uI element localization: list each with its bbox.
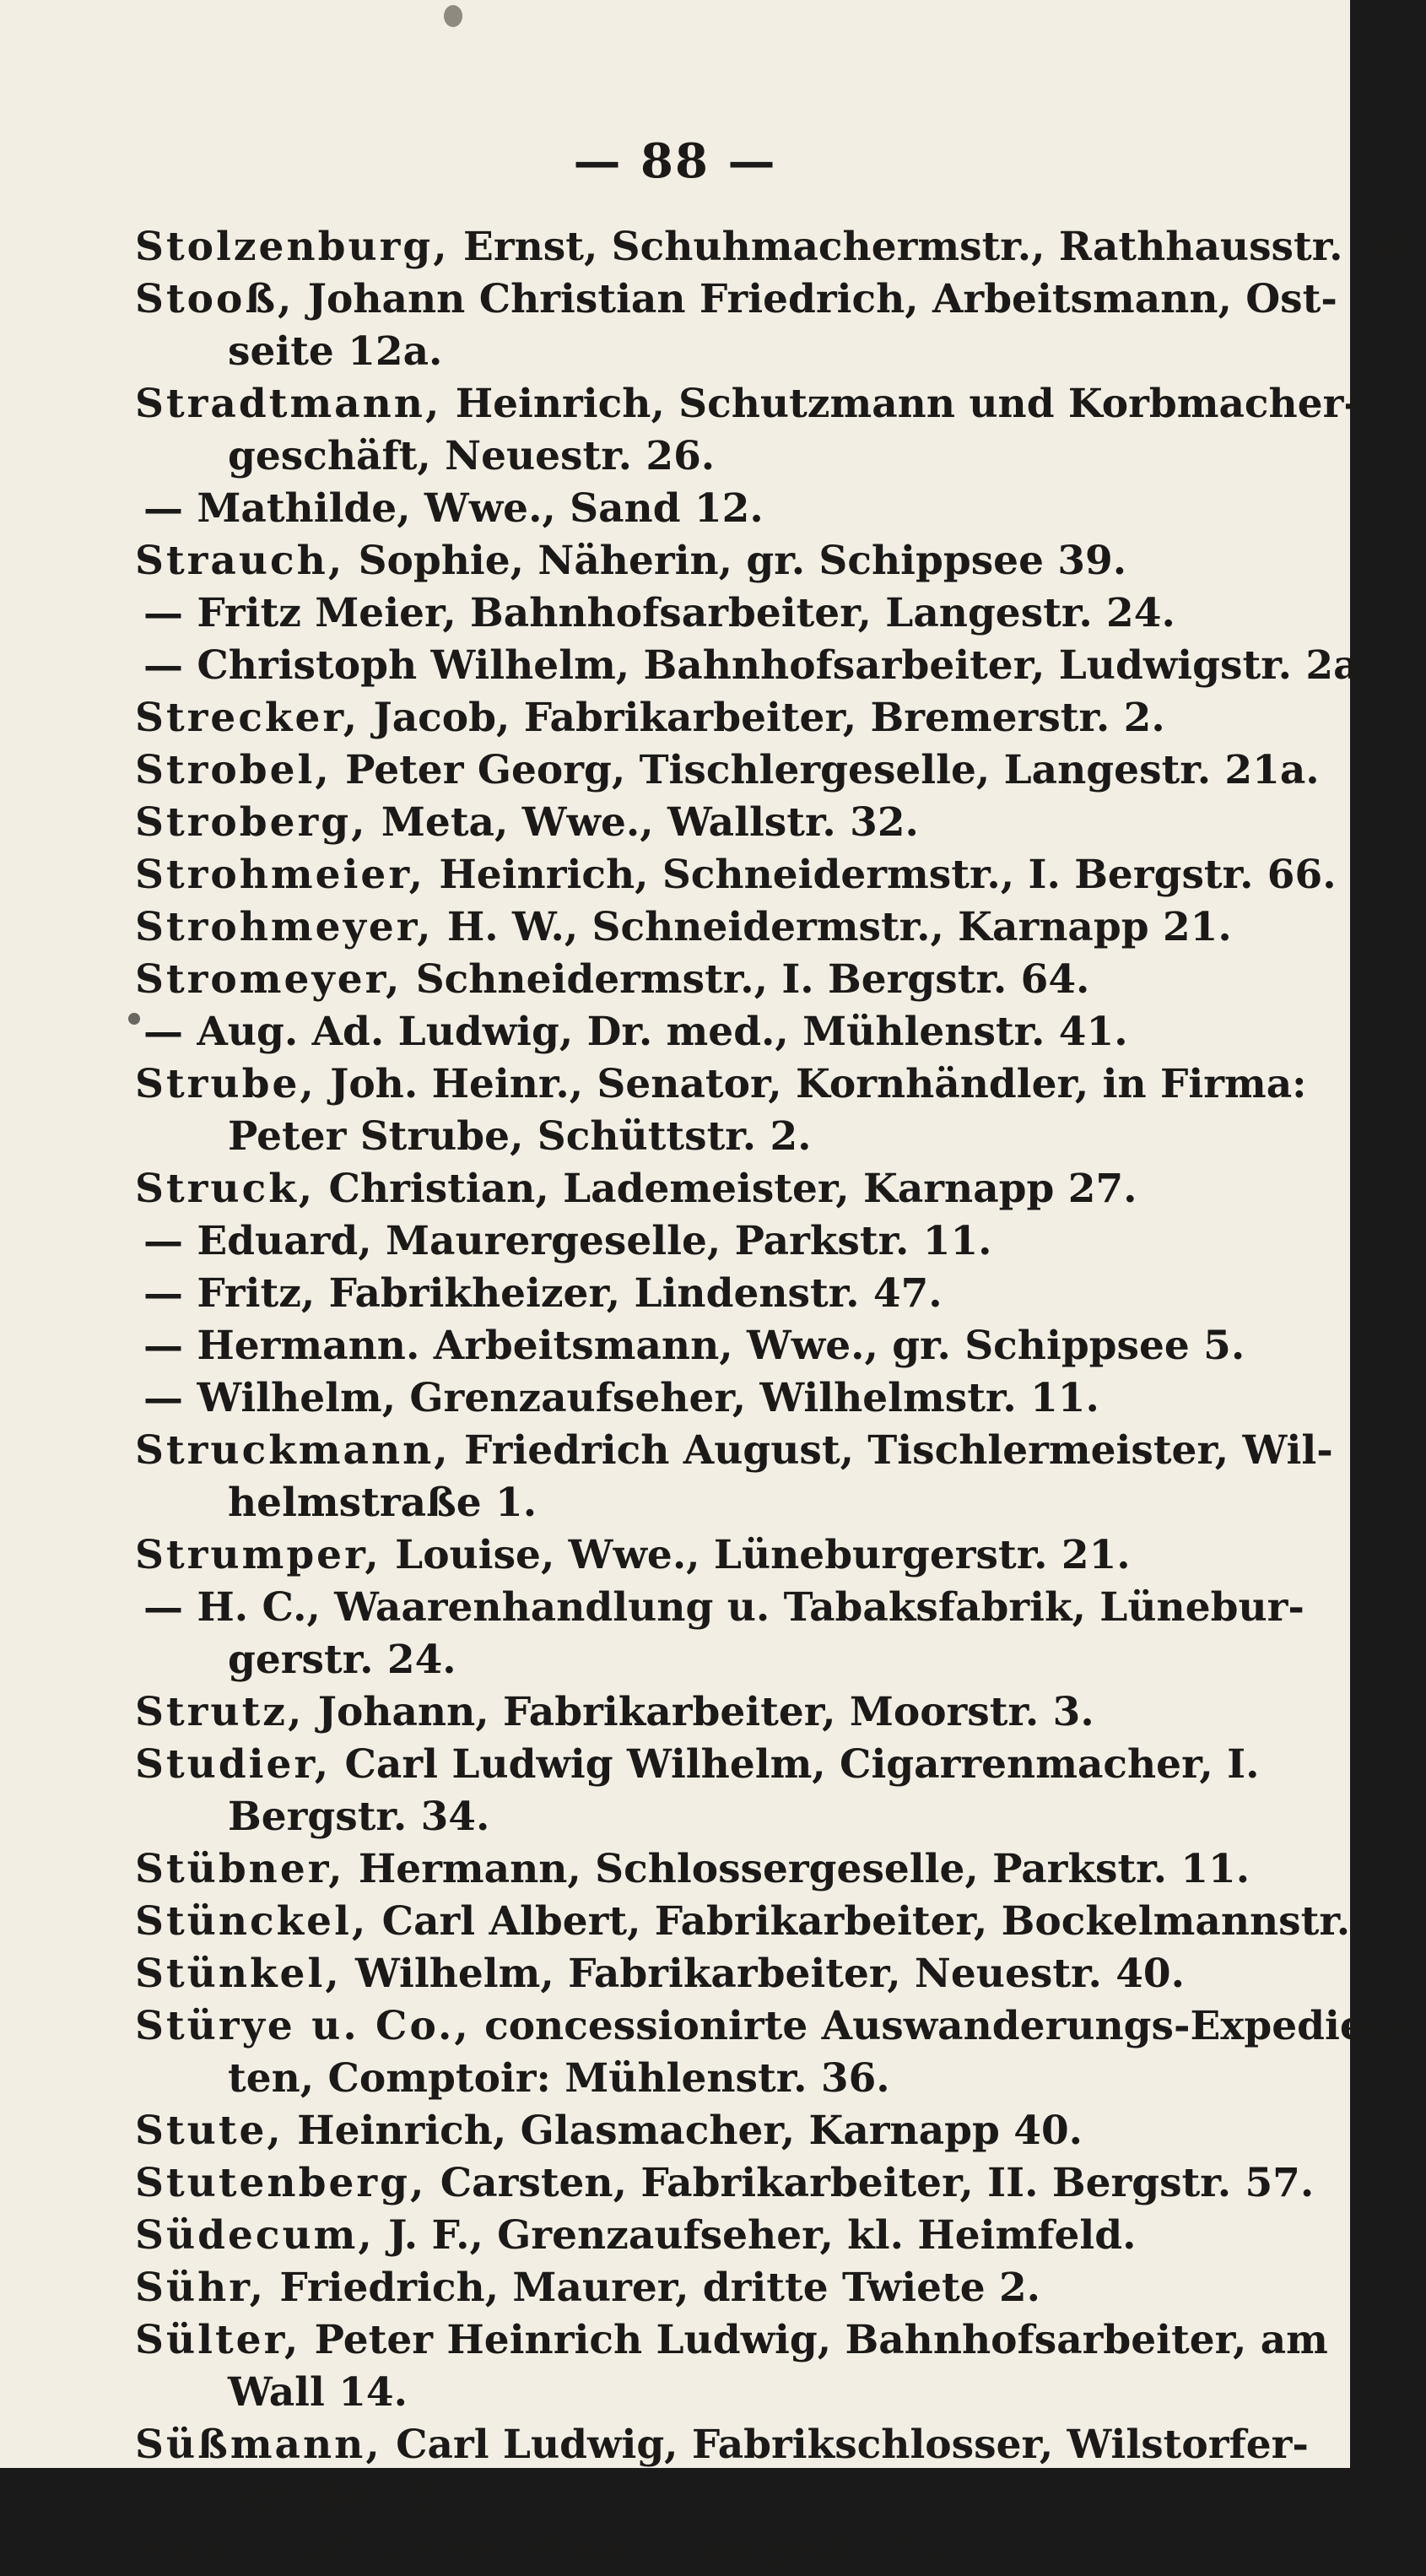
entry-surname: Stromeyer, xyxy=(135,956,402,1003)
entry-details: concessionirte Auswanderungs-Expedien- xyxy=(470,2003,1411,2049)
entry-line xyxy=(135,273,1337,326)
entry-details: Carl Ludwig, Fabrikschlosser, Wilstorfer- xyxy=(381,2422,1309,2468)
entry-details: J. F., Grenzaufseher, kl. Heimfeld. xyxy=(374,2212,1137,2259)
entry-details: — Mathilde, Wwe., Sand 12. xyxy=(143,485,764,532)
entry-line xyxy=(135,797,1291,849)
entry-details: straße 19. xyxy=(228,2474,454,2520)
entry-continuation xyxy=(135,2471,1291,2524)
ink-stain xyxy=(444,5,462,27)
entry-surname: Stübner, xyxy=(135,1846,345,1892)
entry-details: Heinrich, Schutzmann und Korbmacher- xyxy=(441,381,1360,427)
entry-details: Peter Georg, Tischlergeselle, Langestr. 21a. xyxy=(331,747,1320,793)
entry-line xyxy=(135,901,1291,954)
entry-details: Schneidermstr., I. Bergstr. 64. xyxy=(402,956,1090,1003)
entry-surname: Strohmeier, xyxy=(135,852,426,898)
entry-subentry xyxy=(135,1372,1291,1425)
entry-line xyxy=(135,2262,1291,2314)
entry-details: Carsten, Fabrikarbeiter, II. Bergstr. 57. xyxy=(426,2160,1315,2206)
entry-surname: Sühr, xyxy=(135,2265,266,2311)
entry-surname: Süßmann, xyxy=(135,2422,382,2468)
entry-continuation xyxy=(135,326,1291,378)
entry-line xyxy=(135,2314,1328,2367)
entry-line xyxy=(135,1686,1291,1739)
entry-surname: Struck, xyxy=(135,1166,316,1212)
entry-surname: Studier, xyxy=(135,1741,332,1788)
entry-details: Friedrich August, Tischlermeister, Wil- xyxy=(450,1427,1333,1474)
entry-details: — Fritz Meier, Bahnhofsarbeiter, Langestr. 24. xyxy=(143,590,1175,636)
entry-surname: Strobel, xyxy=(135,747,332,793)
entry-surname: Stradtmann, xyxy=(135,381,442,427)
entry-line xyxy=(135,2105,1291,2157)
entry-details: ten, Comptoir: Mühlenstr. 36. xyxy=(228,2055,890,2102)
entry-line xyxy=(135,2000,1411,2053)
entry-subentry xyxy=(135,587,1291,640)
entry-list xyxy=(135,221,1426,2576)
entry-details: Jacob, Fabrikarbeiter, Bremerstr. 2. xyxy=(359,695,1165,741)
entry-details: — Aug. Ad. Ludwig, Dr. med., Mühlenstr. 41. xyxy=(143,1009,1128,1055)
entry-surname: Stroberg, xyxy=(135,799,368,846)
entry-surname: Strecker, xyxy=(135,695,360,741)
entry-details: Bergstr. 34. xyxy=(228,1794,490,1840)
entry-details: Sophie, Näherin, gr. Schippsee 39. xyxy=(344,538,1127,584)
entry-details: gerstr. 24. xyxy=(228,1637,456,1683)
entry-surname: Stutenberg, xyxy=(135,2160,427,2206)
entry-details: Wilhelm, Fabrikarbeiter, Neuestr. 40. xyxy=(341,1951,1185,1997)
entry-subentry xyxy=(135,1006,1291,1058)
entry-line xyxy=(135,535,1291,587)
entry-continuation xyxy=(135,430,1291,483)
entry-line xyxy=(135,2210,1291,2262)
entry-details: seite 12a. xyxy=(228,328,443,375)
entry-subentry xyxy=(135,640,1373,692)
entry-surname: Stürye u. Co., xyxy=(135,2003,471,2049)
entry-continuation xyxy=(135,1477,1291,1529)
entry-line xyxy=(135,2157,1315,2210)
entry-line xyxy=(135,1896,1406,1948)
entry-line xyxy=(135,954,1291,1006)
entry-subentry xyxy=(135,1268,1291,1320)
entry-subentry xyxy=(135,1582,1304,1634)
entry-details: Christian, Lademeister, Karnapp 27. xyxy=(315,1166,1137,1212)
entry-details: — Wilhelm, Grenzaufseher, Wilhelmstr. 11. xyxy=(143,1375,1099,1421)
entry-continuation xyxy=(135,1634,1291,1686)
entry-line xyxy=(135,849,1337,901)
entry-surname: Strumper, xyxy=(135,1532,381,1578)
entry-subentry xyxy=(135,1215,1291,1268)
entry-continuation xyxy=(135,2367,1291,2419)
entry-line xyxy=(135,1163,1291,1215)
entry-line xyxy=(135,744,1320,797)
entry-line xyxy=(135,1948,1291,2000)
entry-surname: Strauch, xyxy=(135,538,345,584)
entry-surname: Stünkel, xyxy=(135,1951,342,1997)
entry-line xyxy=(135,1739,1291,1791)
entry-details: — Fritz, Fabrikheizer, Lindenstr. 47. xyxy=(143,1270,943,1317)
entry-surname: Suhr, xyxy=(135,2526,266,2573)
entry-line xyxy=(135,1058,1307,1111)
entry-subentry xyxy=(135,1320,1291,1372)
entry-line xyxy=(135,2524,1291,2576)
entry-details: helmstraße 1. xyxy=(228,1480,537,1526)
entry-details: H. W., Schneidermstr., Karnapp 21. xyxy=(433,904,1232,950)
entry-continuation xyxy=(135,1111,1291,1163)
entry-details: Carl Ludwig Wilhelm, Cigarrenmacher, I. xyxy=(331,1741,1260,1788)
entry-line xyxy=(135,378,1360,430)
entry-line xyxy=(135,692,1291,744)
page-number: — 88 — xyxy=(573,133,777,189)
entry-surname: Struckmann, xyxy=(135,1427,451,1474)
entry-details: Wall 14. xyxy=(228,2369,408,2416)
entry-surname: Strohmeyer, xyxy=(135,904,434,950)
entry-details: Joh. Heinr., Senator, Kornhändler, in Firma: xyxy=(316,1061,1307,1107)
entry-surname: Südecum, xyxy=(135,2212,375,2259)
entry-line xyxy=(135,1843,1291,1896)
entry-details: Hermann, Schlossergeselle, Parkstr. 11. xyxy=(344,1846,1250,1892)
entry-surname: Stünckel, xyxy=(135,1898,369,1945)
entry-line xyxy=(135,221,1426,273)
entry-details: Johann, Fabrikarbeiter, Moorstr. 3. xyxy=(304,1689,1094,1735)
entry-details: Ernst, Schuhmachermstr., Rathhausstr. 30. xyxy=(449,224,1426,270)
entry-details: Louise, Wwe., Lüneburgerstr. 21. xyxy=(381,1532,1131,1578)
entry-details: geschäft, Neuestr. 26. xyxy=(228,433,716,479)
entry-details: Friedrich, Maurer, dritte Twiete 2. xyxy=(266,2265,1041,2311)
entry-details: — Eduard, Maurergeselle, Parkstr. 11. xyxy=(143,1218,992,1264)
entry-line xyxy=(135,1529,1291,1582)
entry-details: — Hermann. Arbeitsmann, Wwe., gr. Schippsee 5. xyxy=(143,1323,1245,1369)
entry-details: — Christoph Wilhelm, Bahnhofsarbeiter, Ludwigstr. 2a. xyxy=(143,642,1373,689)
entry-details: — H. C., Waarenhandlung u. Tabaksfabrik, Lünebur- xyxy=(143,1584,1304,1631)
entry-line xyxy=(135,2419,1309,2471)
entry-line xyxy=(135,1425,1333,1477)
entry-details: Carl Albert, Fabrikarbeiter, Bockelmannstr. 1. xyxy=(368,1898,1406,1945)
entry-subentry xyxy=(135,483,1291,535)
entry-details: Peter Strube, Schüttstr. 2. xyxy=(228,1113,812,1160)
entry-surname: Stolzenburg, xyxy=(135,224,450,270)
entry-details: Peter Heinrich Ludwig, Bahnhofsarbeiter, am xyxy=(300,2317,1328,2363)
entry-surname: Sülter, xyxy=(135,2317,301,2363)
entry-details: Catharine, Wwe., Langestr. 12. xyxy=(266,2526,963,2573)
entry-continuation xyxy=(135,1791,1291,1843)
entry-continuation xyxy=(135,2053,1291,2105)
entry-details: Meta, Wwe., Wallstr. 32. xyxy=(367,799,919,846)
entry-surname: Strube, xyxy=(135,1061,316,1107)
entry-surname: Stute, xyxy=(135,2108,284,2154)
entry-details: Heinrich, Glasmacher, Karnapp 40. xyxy=(283,2108,1083,2154)
entry-surname: Strutz, xyxy=(135,1689,305,1735)
entry-details: Johann Christian Friedrich, Arbeitsmann, Ost- xyxy=(294,276,1337,322)
entry-surname: Stooß, xyxy=(135,276,294,322)
entry-details: Heinrich, Schneidermstr., I. Bergstr. 66. xyxy=(425,852,1337,898)
